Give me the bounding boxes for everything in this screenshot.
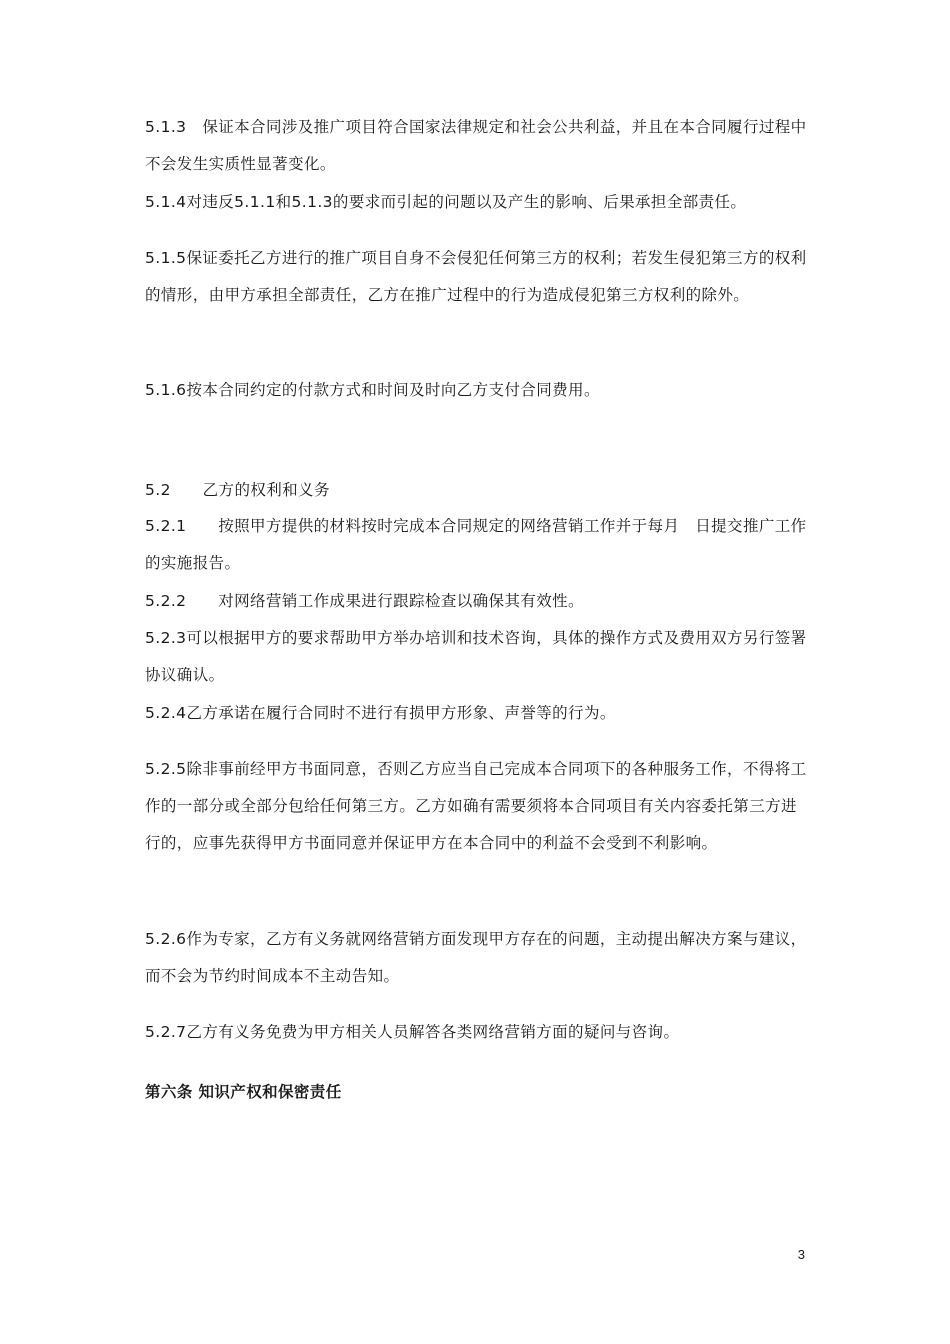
clause-5-1-4: 5.1.4对违反5.1.1和5.1.3的要求而引起的问题以及产生的影响、后果承担全部责任。 — [145, 193, 747, 211]
clause-5-1-5: 5.1.5保证委托乙方进行的推广项目自身不会侵犯任何第三方的权利；若发生侵犯第三方的权利的情形，由甲方承担全部责任，乙方在推广过程中的行为造成侵犯第三方权利的除外。 — [145, 249, 807, 304]
page-number: 3 — [797, 1247, 805, 1262]
clause-5-2-4: 5.2.4乙方承诺在履行合同时不进行有损甲方形象、声誉等的行为。 — [145, 704, 616, 722]
clause-5-1-3: 5.1.3 保证本合同涉及推广项目符合国家法律规定和社会公共利益，并且在本合同履行过程中不会发生实质性显著变化。 — [145, 118, 807, 173]
clause-5-1-6: 5.1.6按本合同约定的付款方式和时间及时向乙方支付合同费用。 — [145, 381, 600, 399]
clause-5-2-6: 5.2.6作为专家，乙方有义务就网络营销方面发现甲方存在的问题，主动提出解决方案与建议，而不会为节约时间成本不主动告知。 — [145, 930, 807, 985]
clause-5-2-2: 5.2.2 对网络营销工作成果进行跟踪检查以确保其有效性。 — [145, 592, 584, 610]
clause-5-2-1: 5.2.1 按照甲方提供的材料按时完成本合同规定的网络营销工作并于每月 日提交推广工作的实施报告。 — [145, 517, 807, 572]
clause-5-2-7: 5.2.7乙方有义务免费为甲方相关人员解答各类网络营销方面的疑问与咨询。 — [145, 1023, 680, 1041]
article-six-heading: 第六条 知识产权和保密责任 — [145, 1083, 342, 1101]
clause-5-2-5: 5.2.5除非事前经甲方书面同意，否则乙方应当自己完成本合同项下的各种服务工作，不得将工作的一部分或全部分包给任何第三方。乙方如确有需要须将本合同项目有关内容委托第三方进行的，应事先获得甲方书面同意并保证甲方在本合同中的利益不会受到不利影响。 — [145, 760, 807, 852]
section-5-2-title: 5.2 乙方的权利和义务 — [145, 481, 330, 499]
clause-5-2-3: 5.2.3可以根据甲方的要求帮助甲方举办培训和技术咨询，具体的操作方式及费用双方另行签署协议确认。 — [145, 629, 807, 684]
